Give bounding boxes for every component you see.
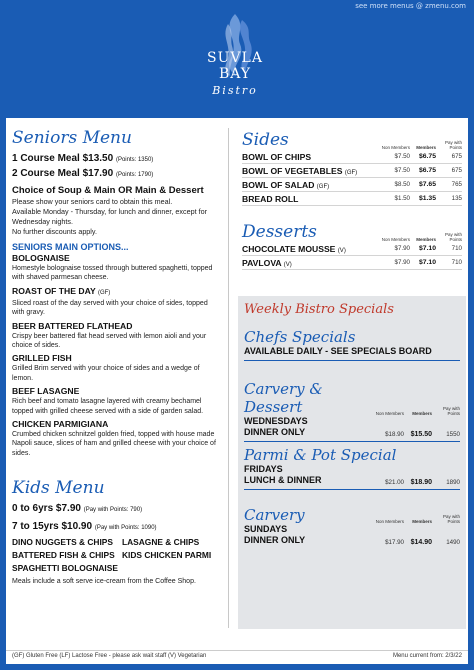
row-name: [242, 152, 370, 162]
row-name: [242, 244, 370, 254]
kids-item: BATTERED FISH & CHIPS: [12, 550, 115, 560]
seniors-note-2: Available Monday - Thursday, for lunch and dinner, except for: [12, 207, 207, 216]
logo-line-2: BAY: [218, 66, 252, 82]
row-name-text: BOWL OF SALAD: [242, 179, 315, 190]
row-name-text: BOWL OF CHIPS: [242, 151, 312, 162]
kids-price-1: [12, 502, 222, 517]
price-points: 675: [451, 167, 462, 174]
separator: [244, 441, 460, 442]
chefs-specials: [244, 328, 460, 364]
special-header: [244, 446, 460, 464]
special-day: WEDNESDAYS: [244, 416, 308, 426]
separator: [244, 360, 460, 361]
seniors-item-name: [12, 321, 222, 332]
kids-section: [12, 478, 222, 585]
price-points: 710: [451, 245, 462, 252]
col-header-members: Members: [416, 237, 436, 242]
price-non-member: $7.50: [394, 167, 410, 174]
chefs-title: Chefs Specials: [244, 328, 356, 346]
course1-price: [12, 152, 222, 167]
col-header-members: Members: [412, 519, 432, 524]
sides-title: Sides: [242, 130, 289, 150]
carvery-special: [244, 506, 460, 546]
desserts-title: Desserts: [242, 222, 317, 242]
item-name-text: ROAST OF THE DAY: [12, 285, 96, 296]
carvery-dessert-special: [244, 380, 460, 445]
seniors-item: [12, 386, 222, 416]
special-time: DINNER ONLY: [244, 427, 306, 437]
desserts-row: [242, 242, 462, 256]
row-name: [242, 166, 370, 176]
seniors-title: Seniors Menu: [12, 128, 132, 148]
col-header-non-members: Non Members: [375, 519, 404, 524]
course1-text: 1 Course Meal $13.50: [12, 153, 114, 164]
seniors-item-desc: Sliced roast of the day served with your choice of sides, topped with gravy.: [12, 299, 208, 317]
parmi-pot-special: [244, 446, 460, 493]
price-member: $1.35: [418, 195, 436, 202]
price-non-member: $1.50: [394, 195, 410, 202]
special-title: Parmi & Pot Special: [244, 446, 397, 464]
price-points: 135: [451, 195, 462, 202]
sides-row: [242, 150, 462, 164]
seniors-item-name: [12, 286, 222, 299]
seniors-item: [12, 419, 222, 458]
special-day: FRIDAYS: [244, 464, 283, 474]
item-name-text: BEEF LASAGNE: [12, 386, 80, 397]
price-points: 1890: [446, 479, 460, 486]
item-name-text: GRILLED FISH: [12, 353, 72, 364]
footer: [6, 650, 468, 661]
kids-price-1-text: 0 to 6yrs $7.90: [12, 503, 81, 514]
specials-title: Weekly Bistro Specials: [244, 302, 394, 317]
kids-item: LASAGNE & CHIPS: [122, 537, 200, 547]
col-header-members: Members: [412, 411, 432, 416]
special-title: Carvery: [244, 506, 305, 524]
col-header-points: Pay with Points: [444, 140, 462, 150]
special-price-line: [244, 427, 460, 438]
logo-line-1: SUVLA: [207, 50, 263, 66]
menu-page: [6, 118, 468, 664]
price-non-member: $7.90: [394, 259, 410, 266]
col-header-non-members: Non Members: [381, 145, 410, 150]
price-non-member: $7.90: [394, 245, 410, 252]
seniors-item-name: [12, 253, 222, 264]
row-name: [242, 194, 370, 204]
logo-line-3: Bistro: [212, 84, 258, 97]
price-member: $7.10: [418, 245, 436, 252]
desserts-row: [242, 256, 462, 270]
seniors-note-3: Wednesday nights.: [12, 217, 73, 226]
chefs-line: AVAILABLE DAILY - SEE SPECIALS BOARD: [244, 346, 432, 356]
kids-title: Kids Menu: [12, 478, 105, 498]
price-points: 675: [451, 153, 462, 160]
kids-item: DINO NUGGETS & CHIPS: [12, 537, 113, 547]
kids-item: SPAGHETTI BOLOGNAISE: [12, 563, 118, 573]
kids-price-1-points: (Pay with Points: 790): [83, 507, 143, 513]
seniors-section: [12, 128, 222, 458]
price-points: 1550: [446, 431, 460, 438]
seniors-item-name: [12, 419, 222, 430]
col-header-points: Pay with Points: [442, 514, 460, 524]
watermark: see more menus @ zmenu.com: [355, 2, 466, 10]
col-header-members: Members: [416, 145, 436, 150]
item-name-text: BEER BATTERED FLATHEAD: [12, 320, 133, 331]
price-non-member: $18.90: [385, 431, 404, 438]
seniors-item: [12, 353, 222, 383]
bottom-band: [0, 664, 474, 670]
seniors-note-1: Please show your seniors card to obtain this meal.: [12, 197, 173, 206]
col-header-non-members: Non Members: [381, 237, 410, 242]
price-member: $18.90: [410, 479, 432, 486]
row-name-text: BOWL OF VEGETABLES: [242, 165, 343, 176]
price-points: 710: [451, 259, 462, 266]
menu-date: Menu current from: 2/3/22: [392, 653, 462, 659]
specials-panel: [238, 296, 466, 629]
dietary-legend: (GF) Gluten Free (LF) Lactose Free - please ask wait staff (V) Vegetarian: [12, 653, 207, 659]
special-price-line: [244, 475, 460, 486]
price-non-member: $8.50: [394, 181, 410, 188]
price-member: $15.50: [410, 431, 432, 438]
suvla-bay-logo: [190, 10, 280, 108]
kids-price-2-text: 7 to 15yrs $10.90: [12, 521, 93, 532]
item-name-text: CHICKEN PARMIGIANA: [12, 419, 109, 430]
item-name-text: BOLOGNAISE: [12, 253, 70, 263]
seniors-item-desc: Crispy beer battered flat head served with lemon aioli and your choice of sides.: [12, 332, 207, 350]
price-non-member: $21.00: [385, 479, 404, 486]
kids-price-2-points: (Pay with Points: 1090): [94, 525, 157, 531]
kids-items: [12, 537, 222, 574]
sides-desserts-section: [242, 128, 462, 270]
row-name: [242, 180, 370, 190]
price-member: $7.10: [418, 259, 436, 266]
special-day: SUNDAYS: [244, 524, 288, 534]
col-header-points: Pay with Points: [444, 232, 462, 242]
seniors-item-desc: Rich beef and tomato lasagne layered with creamy bechamel topped with grilled cheese served with a side of garden salad.: [12, 398, 204, 415]
sides-row: [242, 192, 462, 206]
row-name-text: CHOCOLATE MOUSSE: [242, 243, 336, 254]
price-member: $6.75: [418, 167, 436, 174]
seniors-item-desc: Crumbed chicken schnitzel golden fried, topped with house made Napoli sauce, slices of ham and grilled cheese with your choice of sides.: [12, 431, 216, 457]
item-tag: (GF): [97, 289, 111, 296]
separator: [244, 489, 460, 490]
col-header-non-members: Non Members: [375, 411, 404, 416]
row-tag: (GF): [316, 183, 330, 190]
seniors-choice: Choice of Soup & Main OR Main & Dessert: [12, 185, 204, 196]
seniors-item-name: [12, 386, 222, 397]
sides-row: [242, 164, 462, 178]
special-price-line: [244, 535, 460, 546]
special-header: [244, 380, 460, 416]
price-points: 765: [451, 181, 462, 188]
special-time: DINNER ONLY: [244, 535, 306, 545]
kids-price-2: [12, 520, 222, 535]
row-tag: (V): [337, 247, 346, 254]
seniors-note-4: No further discounts apply.: [12, 227, 97, 236]
course2-points: (Points: 1790): [115, 172, 154, 178]
seniors-item-desc: Grilled Brim served with your choice of sides and a wedge of lemon.: [12, 365, 200, 382]
course2-text: 2 Course Meal $17.90: [12, 168, 114, 179]
seniors-item: [12, 253, 222, 283]
row-name-text: BREAD ROLL: [242, 193, 299, 204]
kids-item: KIDS CHICKEN PARMI: [122, 550, 212, 560]
price-points: 1490: [446, 539, 460, 546]
seniors-item-desc: Homestyle bolognaise tossed through buttered spaghetti, topped with shaved parmesan cheese.: [12, 265, 213, 282]
special-time: LUNCH & DINNER: [244, 475, 322, 485]
seniors-item: [12, 286, 222, 318]
special-title: Carvery & Dessert: [244, 380, 323, 416]
kids-item: [122, 563, 222, 574]
price-member: $6.75: [418, 153, 436, 160]
sides-row: [242, 178, 462, 192]
price-non-member: $17.90: [385, 539, 404, 546]
price-member: $14.90: [410, 539, 432, 546]
sides-header: [242, 128, 462, 150]
row-tag: (V): [283, 261, 292, 268]
price-member: $7.65: [418, 181, 436, 188]
column-divider: [228, 128, 229, 628]
row-name-text: PAVLOVA: [242, 257, 282, 268]
desserts-header: [242, 220, 462, 242]
seniors-item: [12, 321, 222, 351]
row-name: [242, 258, 370, 268]
course1-points: (Points: 1350): [115, 157, 154, 163]
course2-price: [12, 167, 222, 182]
col-header-points: Pay with Points: [442, 406, 460, 416]
kids-note: Meals include a soft serve ice-cream from the Coffee Shop.: [12, 578, 196, 585]
seniors-item-name: [12, 353, 222, 364]
seniors-options-heading: SENIORS MAIN OPTIONS...: [12, 242, 129, 252]
price-non-member: $7.50: [394, 153, 410, 160]
row-tag: (GF): [344, 169, 358, 176]
special-header: [244, 506, 460, 524]
